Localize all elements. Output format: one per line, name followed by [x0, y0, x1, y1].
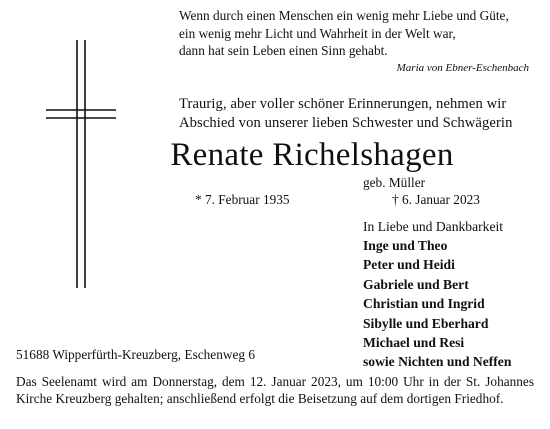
mourner-name: Gabriele und Bert [363, 276, 469, 292]
closing-phrase: In Liebe und Dankbarkeit [363, 219, 504, 234]
poem-author: Maria von Ebner-Eschenbach [396, 62, 529, 74]
mourner-name: Peter und Heidi [363, 257, 455, 273]
birth-date: * 7. Februar 1935 [195, 192, 290, 207]
mourner-name: Christian und Ingrid [363, 296, 485, 312]
mourner-name: Sibylle und Eberhard [363, 315, 489, 331]
poem-line: dann hat sein Leben einen Sinn gehabt. [179, 43, 388, 58]
mourner-list [363, 236, 511, 372]
deceased-name: Renate Richelshagen [170, 137, 454, 173]
service-details: Das Seelenamt wird am Donnerstag, dem 12. Januar 2023, um 10:00 Uhr in der St. Johannes Kirche Kreuzberg gehalten; anschließend erfolgt die Beisetzung auf dem dortigen Friedhof. [16, 374, 534, 407]
intro-text [179, 95, 512, 133]
poem-line: ein wenig mehr Licht und Wahrheit in der Welt war, [179, 25, 456, 41]
mourner-name: Inge und Theo [363, 238, 448, 253]
family-address: 51688 Wipperfürth-Kreuzberg, Eschenweg 6 [16, 347, 255, 362]
mourner-name: Michael und Resi [363, 335, 465, 351]
intro-line: Traurig, aber voller schöner Erinnerungen, nehmen wir [179, 96, 507, 112]
mourner-name: sowie Nichten und Neffen [363, 354, 512, 370]
intro-line: Abschied von unserer lieben Schwester und Schwägerin [179, 115, 513, 131]
death-date: † 6. Januar 2023 [392, 192, 480, 207]
maiden-name: geb. Müller [363, 175, 426, 190]
poem-line: Wenn durch einen Menschen ein wenig mehr Liebe und Güte, [179, 8, 509, 23]
poem [179, 7, 509, 60]
